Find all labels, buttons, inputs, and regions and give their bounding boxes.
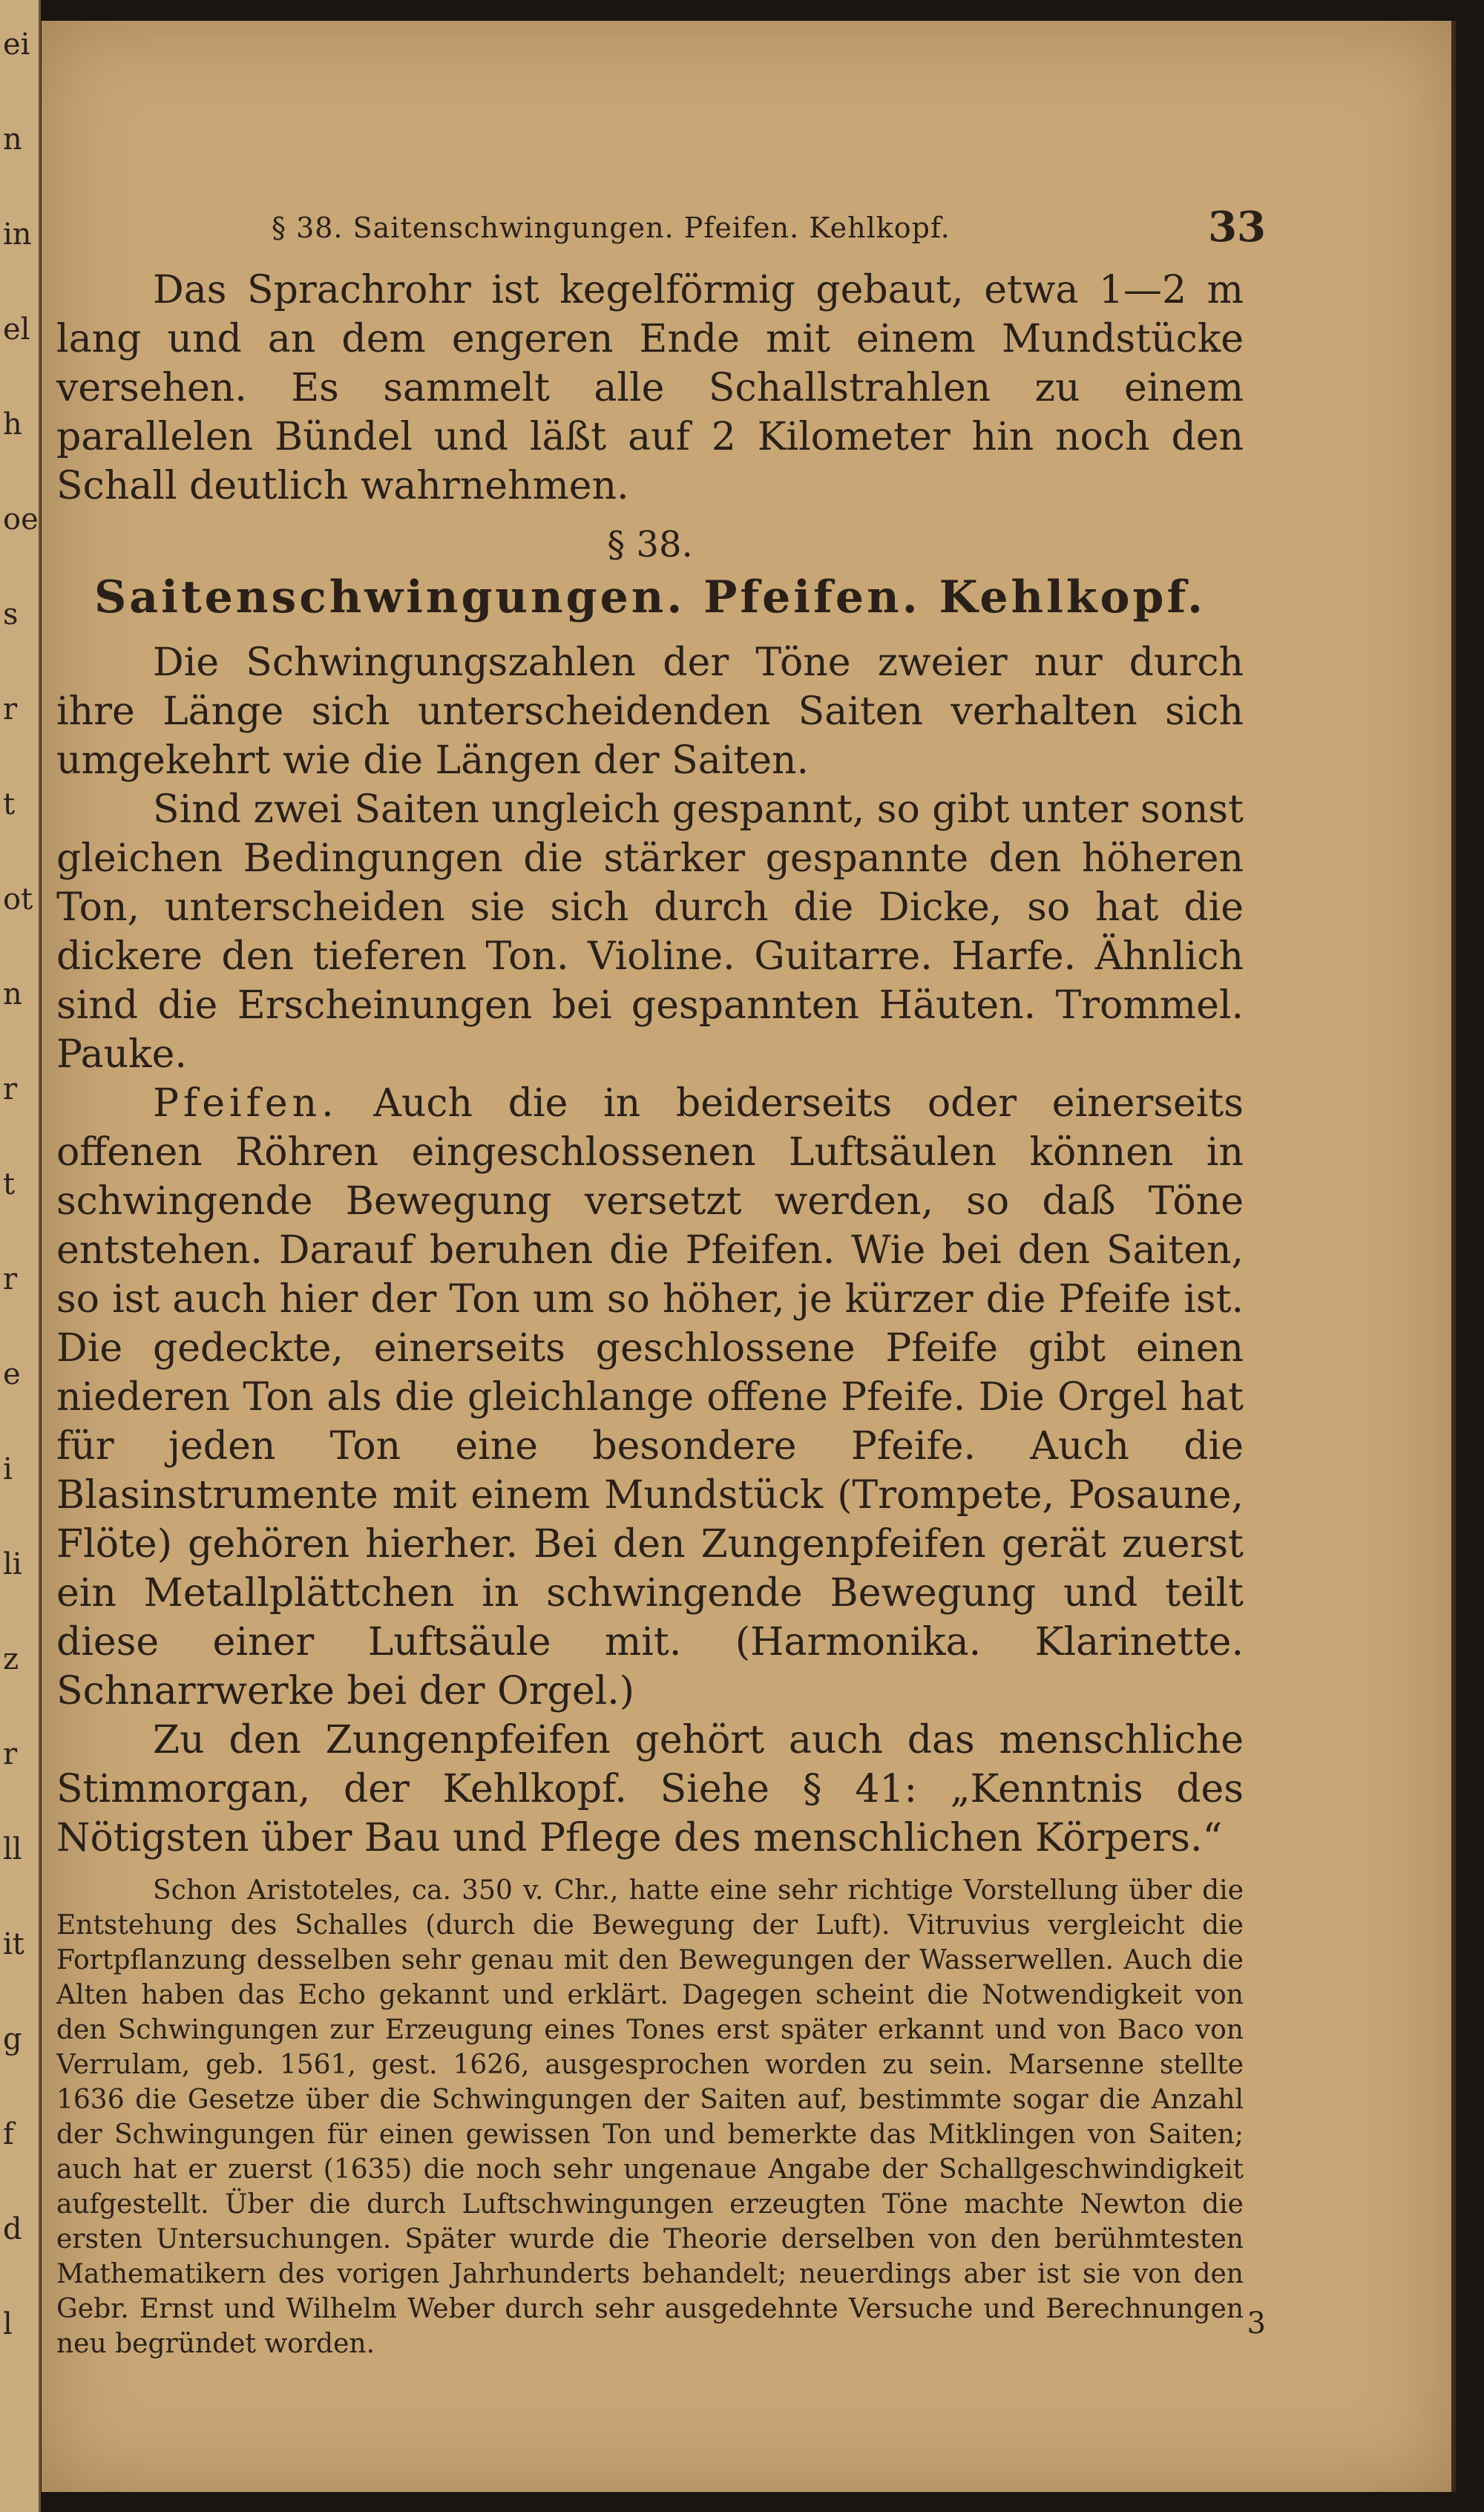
prev-page-fragment: l <box>3 2307 13 2341</box>
prev-page-fragment: e <box>3 1357 21 1391</box>
prev-page-fragment: z <box>3 1642 19 1676</box>
running-head <box>227 203 1266 255</box>
prev-page-fragment: s <box>3 597 19 632</box>
prev-page-fragment: n <box>3 122 22 157</box>
paragraph-saiten-gespannt: Sind zwei Saiten ungleich gespannt, so gibt unter sonst gleichen Bedingungen die stärker gespannte den höheren Ton, unterscheiden sie sich durch die Dicke, so hat die dickere den tieferen Ton. Violine. Guitarre. Harfe. Ähnlich sind die Erscheinungen bei gespannten Häuten. Trommel. Pauke. <box>56 787 1244 1077</box>
prev-page-fragment: li <box>3 1547 22 1581</box>
prev-page-fragment: r <box>3 1262 18 1296</box>
pfeifen-lead: Pfeifen. <box>153 1081 338 1126</box>
prev-page-fragment: t <box>3 787 16 822</box>
section-title: Saitenschwingungen. Pfeifen. Kehlkopf. <box>93 571 1206 623</box>
signature-mark: 3 <box>1247 2306 1266 2341</box>
prev-page-fragment: r <box>3 1072 18 1106</box>
paragraph-pfeifen <box>56 1079 1244 1716</box>
prev-page-fragment: h <box>3 407 22 442</box>
prev-page-fragment: g <box>3 2022 22 2056</box>
prev-page-fragment: n <box>3 977 22 1011</box>
paragraph-sprachrohr: Das Sprachrohr ist kegelförmig gebaut, etwa 1—2 m lang und an dem engeren Ende mit einem Mundstücke versehen. Es sammelt alle Schallstrahlen zu einem parallelen Bündel und läßt auf 2 Kilometer hin noch den Schall deutlich wahrnehmen. <box>56 268 1244 508</box>
pfeifen-body: Auch die in beiderseits oder einerseits offenen Röhren eingeschlossenen Luftsäulen können in schwingende Bewegung versetzt werden, so daß Töne entstehen. Darauf beruhen die Pfeifen. Wie bei den Saiten, so ist auch hier der Ton um so höher, je kürzer die Pfeife ist. Die gedeckte, einerseits geschlossene Pfeife gibt einen niederen Ton als die gleichlange offene Pfeife. Die Orgel hat für jeden Ton eine besondere Pfeife. Auch die Blasinstrumente mit einem Mundstück (Trompete, Posaune, Flöte) gehören hierher. Bei den Zungenpfeifen gerät zuerst ein Metallplättchen in schwingende Bewegung und teilt diese einer Luftsäule mit. (Harmonika. Klarinette. Schnarrwerke bei der Orgel.) <box>56 1081 1244 1714</box>
page-number: 33 <box>1208 203 1266 252</box>
paragraph-zungenpfeifen: Zu den Zungenpfeifen gehört auch das menschliche Stimmorgan, der Kehlkopf. Siehe § 41: „Kenntnis des Nötigsten über Bau und Pflege des menschlichen Körpers.“ <box>56 1718 1244 1860</box>
book-page <box>42 21 1456 2492</box>
prev-page-fragment: it <box>3 1927 24 1961</box>
footnote-history: Schon Aristoteles, ca. 350 v. Chr., hatte eine sehr richtige Vorstellung über die Entstehung des Schalles (durch die Bewegung der Luft). Vitruvius vergleicht die Fortpflanzung desselben sehr genau mit den Bewegungen der Wasserwellen. Auch die Alten haben das Echo gekannt und erklärt. Dagegen scheint die Notwendigkeit von den Schwingungen zur Erzeugung eines Tones erst später erkannt und von Baco von Verrulam, geb. 1561, gest. 1626, ausgesprochen worden zu sein. Marsenne stellte 1636 die Gesetze über die Schwingungen der Saiten auf, bestimmte sogar die Anzahl der Schwingungen für einen gewissen Ton und bemerkte das Mitklingen von Saiten; auch hat er zuerst (1635) die noch sehr ungenaue Angabe der Schallgeschwindigkeit aufgestellt. Über die durch Luftschwingungen erzeugten Töne machte Newton die ersten Untersuchungen. Später wurde die Theorie derselben von den berühmtesten Mathematikern des vorigen Jahrhunderts behandelt; neuerdings aber ist sie von den Gebr. Ernst und Wilhelm Weber durch sehr ausgedehnte Versuche und Berechnungen neu begründet worden. <box>56 1875 1244 2359</box>
prev-page-fragment: oe <box>3 502 39 537</box>
paragraph-schwingungszahlen: Die Schwingungszahlen der Töne zweier nur durch ihre Länge sich unterscheidenden Saiten verhalten sich umgekehrt wie die Längen der Saiten. <box>56 640 1244 783</box>
prev-page-fragment: i <box>3 1452 13 1486</box>
previous-page-edge <box>0 0 41 2512</box>
section-number: § 38. <box>607 524 693 565</box>
prev-page-fragment: d <box>3 2212 22 2246</box>
prev-page-fragment: in <box>3 217 32 252</box>
prev-page-fragment: ot <box>3 882 33 916</box>
prev-page-fragment: r <box>3 692 18 727</box>
prev-page-fragment: ll <box>3 1832 22 1866</box>
running-head-title: § 38. Saitenschwingungen. Pfeifen. Kehlkopf. <box>272 211 951 244</box>
prev-page-fragment: ei <box>3 27 30 62</box>
prev-page-fragment: r <box>3 1737 18 1771</box>
prev-page-fragment: el <box>3 312 30 347</box>
prev-page-fragment: t <box>3 1167 16 1201</box>
page-content <box>56 266 1244 2388</box>
prev-page-fragment: f <box>3 2117 14 2151</box>
